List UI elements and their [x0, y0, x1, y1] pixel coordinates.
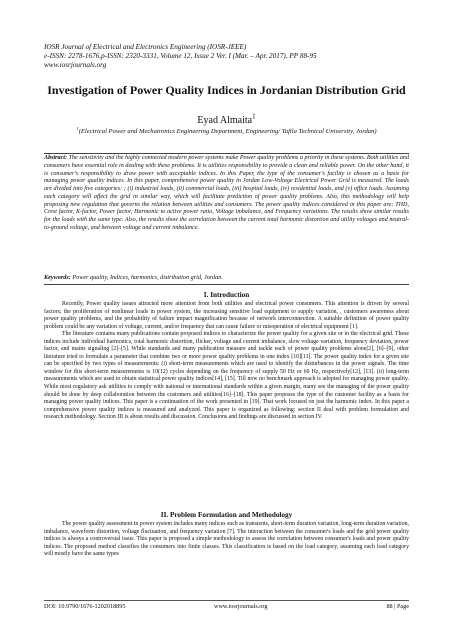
- abstract-bottom-rule: [44, 284, 409, 285]
- author-name: Eyad Almaita: [197, 115, 253, 126]
- abstract-top-rule: [44, 153, 409, 154]
- footer-rule: [44, 600, 409, 601]
- abstract-text: The sensitivity and the highly connected modern power systems make Power quality problems a priority in these systems. Both utilities and consumers have essential role in dealing with these problems. It is utilities responsibility to provide a clean and reliable power. On the other hand, it is consumer's responsibility to draw power with acceptable indices. In this Paper, the type of the consumer's facility is chosen as a basis for managing power quality indices. In this paper, comprehensive power quality in Jordan Low-Voltage Electrical Power Grid is measured. The loads are divided into five categories: ; (i) industrial loads, (ii) commercial loads, (iii) hospital loads, (iv) residential loads, and (v) office loads. Assuming each category will affect the grid in similar way, which will facilitate prediction of power quality problems. Also, this methodology will help proposing new regulation that governs the relation between utilities and consumers. The power quality indices considered in this paper are; THD, Crest factor, K-factor, Power factor, Harmonic to active power ratio, Voltage imbalance, and Frequency variations. The results show similar results for the loads with the same type. Also, the results show the correlation between the current total harmonic distortion and utility voltages and neutral-to-ground voltage, and between voltage and current imbalance.: [44, 155, 409, 231]
- abstract-label: Abstract:: [44, 155, 68, 161]
- footer-website: www.iosrjournals.org: [214, 603, 268, 610]
- journal-website: www.iosrjournals.org: [44, 61, 107, 69]
- section-2-heading: II. Problem Formulation and Methodology: [160, 511, 293, 519]
- footer-doi: DOI: 10.9790/1676-1202018895: [44, 603, 126, 610]
- section-1-paragraph: Recently, Power quality issues attracted more attention from both utilities and electrical power consumers. This attention is driven by several factors; the proliferation of nonlinear loads in power system, the increasing sensitive load equipment to supply variation, , customers awareness about power quality problems, and the probability of failure impact magnification because of network interconnection. A suitable definition of power quality problem could be any variation of voltage, current, and/or frequency that can cause failure or misoperation of electrical equipment [1].: [44, 301, 409, 330]
- keywords-text: Power quality, Indices, harmonics, distribution grid, Jordan.: [72, 274, 223, 281]
- page-number: 88 | Page: [386, 603, 409, 610]
- section-2-body: [44, 521, 409, 559]
- keywords: [44, 274, 409, 282]
- paper-title: Investigation of Power Quality Indices in Jordanian Distribution Grid: [47, 83, 406, 97]
- journal-header: [44, 43, 414, 70]
- keywords-label: Keywords:: [44, 274, 71, 281]
- author: [40, 112, 413, 127]
- section-2-paragraph: The power quality assessment in power system includes many indices such as transients, short-term duration variation, long-term duration variation, imbalance, waveform distortion, voltage fluctuation, and frequency variation [7]. The interaction between the consumer's loads and the grid power quality indices is always a controversial issue. This paper is proposed a simple methodology to assess the correlation between consumer's loads and power quality indices. The proposed method classifies the consumers into finite classes. This classification is based on the load category, assuming each load category will mostly have the same types: [44, 521, 409, 558]
- issn-line: e-ISSN: 2278-1676,p-ISSN: 2320-3331, Volume 12, Issue 2 Ver. I (Mar. – Apr. 2017), PP 88-95: [44, 52, 317, 60]
- author-sup: 1: [252, 112, 256, 121]
- journal-name: IOSR Journal of Electrical and Electronics Engineering (IOSR-JEEE): [44, 43, 247, 51]
- section-1-body: [44, 301, 409, 422]
- affiliation-sup: 1: [76, 125, 79, 131]
- affiliation-text: (Electrical Power and Mechatronics Engineering Department, Engineering/ Tafila Technical University, Jordan): [78, 128, 377, 135]
- section-1-paragraph: The literature contains many publications contain proposed indices to characterize the power quality for a given site or in the electrical grid. These indices include individual harmonics, total harmonic distortion, flicker, voltage and current imbalance, slow voltage variation, frequency deviation, power factor, and mains signaling [2]–[5]. While standards and many publication measure and tackle each of power quality problems alone[2], [6]–[9], other literature tried to formulate a parameter that combine two or more power quality problems in one index [10][11]. The power quality index for a given site can be specified by two types of measurements: (i) short-term measurements which are used to identify the disturbances in the power signals. The time window for this short-term measurements is 10(12) cycles depending on the frequency of supply 50 Hz or 60 Hz, respectively[12], [13]. (ii) long-term measurements which are used to obtain statistical power quality indices[14], [15]. Till now no benchmark approach is adopted for managing power quality. While most regulatory ask utilities to comply with national or international standards within a given margin, many see the managing of the power quality should be done by deep collaboration between the customers and utilities[16]–[18]. This paper proposes the type of the customer facility as a basis for managing power quality indices. This paper is a continuation of the work presented in [19]. That work focused on just the harmonic index. In this paper a comprehensive power quality indices is measured and analyzed. This paper is organized as following: section II deal with problem formulation and research methodology. Section III is about results and discussion. Conclusions and findings are discussed in section IV.: [44, 331, 409, 421]
- section-1-heading: I. Introduction: [203, 291, 250, 299]
- affiliation: [70, 125, 383, 136]
- abstract: [44, 155, 409, 233]
